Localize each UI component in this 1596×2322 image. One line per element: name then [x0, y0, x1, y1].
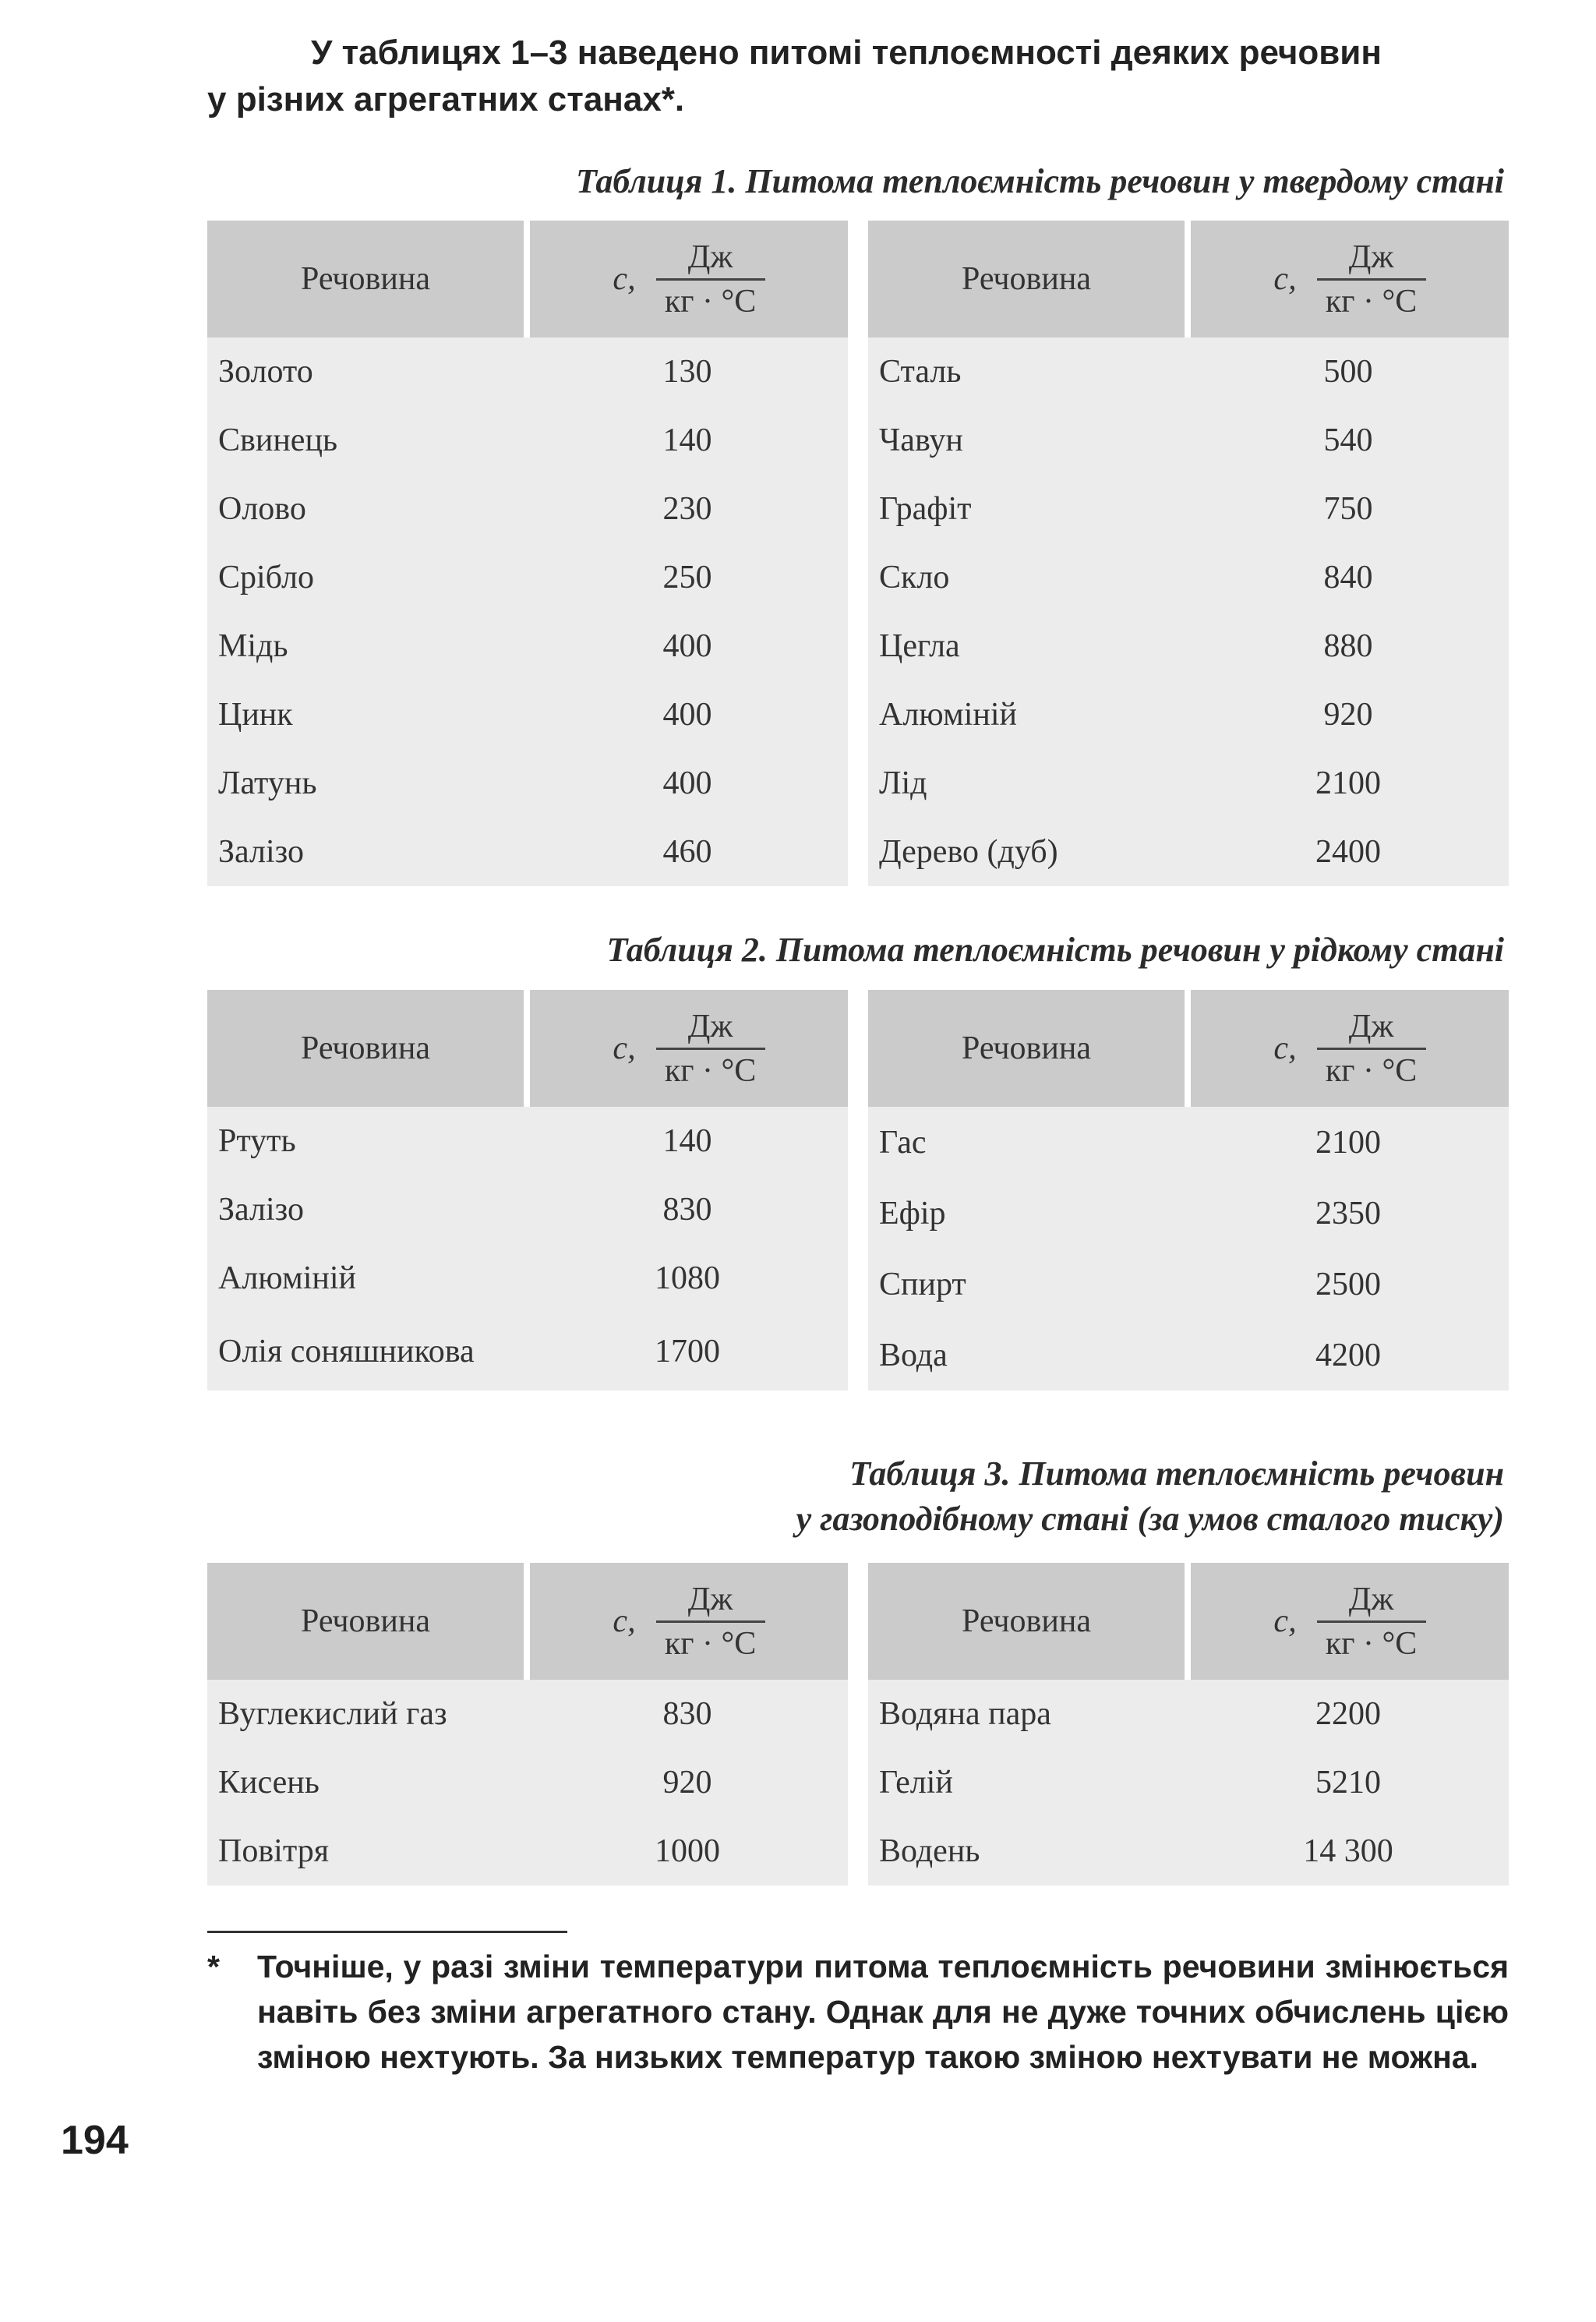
column-header-substance: Речовина [207, 990, 527, 1107]
substance-name: Олово [218, 491, 306, 527]
table-row [207, 1107, 848, 1175]
table-row [868, 1107, 1509, 1178]
unit-label [613, 1582, 764, 1662]
unit-fraction [1317, 239, 1426, 320]
substance-name: Алюміній [879, 697, 1017, 733]
specific-heat-value: 14 300 [1303, 1833, 1393, 1869]
unit-fraction [1317, 1582, 1426, 1662]
substance-name: Лід [879, 765, 927, 801]
unit-numerator: Дж [1317, 239, 1426, 281]
table-row [207, 1175, 848, 1244]
footnote-divider [207, 1931, 567, 1933]
specific-heat-value: 2100 [1315, 765, 1381, 801]
column-header-specific-heat [527, 1563, 848, 1680]
specific-heat-value: 140 [662, 422, 712, 458]
substance-name: Цегла [879, 628, 960, 664]
intro-line-2: у різних агрегатних станах*. [207, 80, 685, 118]
table-header-row [868, 221, 1509, 338]
specific-heat-value: 400 [662, 765, 712, 801]
table-row [207, 1817, 848, 1886]
substance-name: Золото [218, 354, 313, 390]
unit-fraction [656, 239, 765, 320]
specific-heat-value: 400 [662, 628, 712, 664]
unit-numerator: Дж [1317, 1009, 1426, 1050]
unit-label [613, 239, 764, 320]
table-row [868, 818, 1509, 886]
specific-heat-value: 830 [662, 1192, 712, 1228]
symbol-c: c, [1273, 261, 1297, 297]
specific-heat-value: 2200 [1315, 1696, 1381, 1732]
column-header-substance: Речовина [207, 221, 527, 338]
column-header-specific-heat [527, 221, 848, 338]
table-2-right [868, 990, 1509, 1391]
table-header-row [207, 1563, 848, 1680]
substance-name: Вода [879, 1337, 948, 1373]
table-row [207, 749, 848, 818]
table-row [207, 338, 848, 406]
specific-heat-value: 2100 [1315, 1124, 1381, 1161]
table-row [207, 1748, 848, 1817]
substance-name: Спирт [879, 1266, 966, 1302]
specific-heat-value: 4200 [1315, 1337, 1381, 1373]
specific-heat-value: 2350 [1315, 1195, 1381, 1232]
unit-denominator: кг · °С [664, 283, 757, 320]
intro-paragraph [207, 30, 1513, 123]
table-row [868, 612, 1509, 680]
column-header-substance: Речовина [868, 990, 1188, 1107]
specific-heat-value: 1000 [655, 1833, 720, 1869]
table-3-caption: Таблиця 3. Питома теплоємність речовин у газоподібному стані (за умов сталого тиску) [796, 1454, 1504, 1538]
unit-numerator: Дж [656, 1582, 765, 1623]
column-header-substance: Речовина [207, 1563, 527, 1680]
table-3 [207, 1563, 1509, 1886]
table-header-row [868, 990, 1509, 1107]
substance-name: Цинк [218, 697, 293, 733]
footnote-text: Точніше, у разі зміни температури питома теплоємність речовини змінюється навіть без зміни агрегатного стану. Однак для не дуже точних обчислень цією зміною нехтують. За низьких температур такою зміною нехтувати не можна. [257, 1949, 1509, 2075]
table-1-caption: Таблиця 1. Питома теплоємність речовин у твердому стані [576, 162, 1504, 200]
substance-name: Графіт [879, 491, 972, 527]
specific-heat-value: 460 [662, 834, 712, 870]
specific-heat-value: 1080 [655, 1260, 720, 1296]
column-header-substance: Речовина [868, 221, 1188, 338]
unit-denominator: кг · °С [664, 1052, 757, 1089]
table-2 [207, 990, 1509, 1391]
specific-heat-value: 2500 [1315, 1266, 1381, 1302]
table-row [868, 680, 1509, 749]
specific-heat-value: 230 [662, 491, 712, 527]
substance-name: Мідь [218, 628, 288, 664]
column-header-specific-heat [1188, 990, 1509, 1107]
substance-name: Кисень [218, 1765, 320, 1801]
table-row [207, 1244, 848, 1313]
table-row [207, 475, 848, 543]
unit-denominator: кг · °С [1325, 1625, 1418, 1662]
page-number: 194 [61, 2118, 129, 2163]
table-row [868, 1680, 1509, 1748]
unit-denominator: кг · °С [664, 1625, 757, 1662]
table-1-left [207, 221, 848, 886]
table-row [207, 1680, 848, 1748]
symbol-c: c, [1273, 1603, 1297, 1639]
table-row [207, 680, 848, 749]
column-header-specific-heat [1188, 1563, 1509, 1680]
substance-name: Водень [879, 1833, 980, 1869]
table-3-right [868, 1563, 1509, 1886]
specific-heat-value: 500 [1323, 354, 1373, 390]
substance-name: Залізо [218, 1192, 305, 1228]
table-row [868, 338, 1509, 406]
unit-label [1273, 1009, 1425, 1089]
unit-label [1273, 1582, 1425, 1662]
footnote [207, 1944, 1509, 2080]
unit-fraction [1317, 1009, 1426, 1089]
table-row [207, 818, 848, 886]
symbol-c: c, [1273, 1030, 1297, 1066]
specific-heat-value: 840 [1323, 560, 1373, 596]
substance-name: Гас [879, 1124, 927, 1161]
table-1-right [868, 221, 1509, 886]
substance-name: Латунь [218, 765, 317, 801]
table-row [868, 406, 1509, 475]
table-row [868, 1748, 1509, 1817]
unit-label [613, 1009, 764, 1089]
unit-fraction [656, 1582, 765, 1662]
table-header-row [868, 1563, 1509, 1680]
substance-name: Свинець [218, 422, 338, 458]
table-row [207, 543, 848, 612]
substance-name: Водяна пара [879, 1696, 1051, 1732]
table-header-row [207, 990, 848, 1107]
substance-name: Чавун [879, 422, 963, 458]
table-1 [207, 221, 1509, 886]
substance-name: Вуглекислий газ [218, 1696, 447, 1732]
table-row [207, 1313, 848, 1391]
symbol-c: c, [613, 1603, 636, 1639]
substance-name: Олія соняшникова [218, 1334, 475, 1370]
substance-name: Алюміній [218, 1260, 356, 1296]
specific-heat-value: 400 [662, 697, 712, 733]
table-2-caption: Таблиця 2. Питома теплоємність речовин у рідкому стані [606, 931, 1504, 969]
column-header-specific-heat [527, 990, 848, 1107]
unit-denominator: кг · °С [1325, 1052, 1418, 1089]
table-3-left [207, 1563, 848, 1886]
substance-name: Залізо [218, 834, 305, 870]
specific-heat-value: 920 [662, 1765, 712, 1801]
unit-label [1273, 239, 1425, 320]
substance-name: Срібло [218, 560, 314, 596]
specific-heat-value: 830 [662, 1696, 712, 1732]
table-row [868, 1320, 1509, 1391]
specific-heat-value: 920 [1323, 697, 1373, 733]
table-row [207, 612, 848, 680]
symbol-c: c, [613, 1030, 636, 1066]
column-header-substance: Речовина [868, 1563, 1188, 1680]
substance-name: Скло [879, 560, 950, 596]
unit-numerator: Дж [656, 239, 765, 281]
specific-heat-value: 2400 [1315, 834, 1381, 870]
table-row [207, 406, 848, 475]
substance-name: Ртуть [218, 1123, 296, 1159]
table-row [868, 475, 1509, 543]
substance-name: Сталь [879, 354, 962, 390]
table-header-row [207, 221, 848, 338]
table-row [868, 1249, 1509, 1320]
table-row [868, 749, 1509, 818]
substance-name: Гелій [879, 1765, 953, 1801]
symbol-c: c, [613, 261, 636, 297]
table-row [868, 543, 1509, 612]
unit-denominator: кг · °С [1325, 283, 1418, 320]
table-row [868, 1178, 1509, 1249]
specific-heat-value: 880 [1323, 628, 1373, 664]
unit-fraction [656, 1009, 765, 1089]
specific-heat-value: 130 [662, 354, 712, 390]
specific-heat-value: 250 [662, 560, 712, 596]
specific-heat-value: 140 [662, 1123, 712, 1159]
substance-name: Ефір [879, 1195, 946, 1232]
specific-heat-value: 540 [1323, 422, 1373, 458]
substance-name: Дерево (дуб) [879, 834, 1058, 870]
unit-numerator: Дж [656, 1009, 765, 1050]
table-2-left [207, 990, 848, 1391]
specific-heat-value: 5210 [1315, 1765, 1381, 1801]
intro-line-1: У таблицях 1–3 наведено питомі теплоємності деяких речовин [311, 34, 1382, 72]
specific-heat-value: 750 [1323, 491, 1373, 527]
substance-name: Повітря [218, 1833, 330, 1869]
column-header-specific-heat [1188, 221, 1509, 338]
footnote-marker: * [207, 1949, 220, 1984]
table-row [868, 1817, 1509, 1886]
unit-numerator: Дж [1317, 1582, 1426, 1623]
specific-heat-value: 1700 [655, 1334, 720, 1370]
